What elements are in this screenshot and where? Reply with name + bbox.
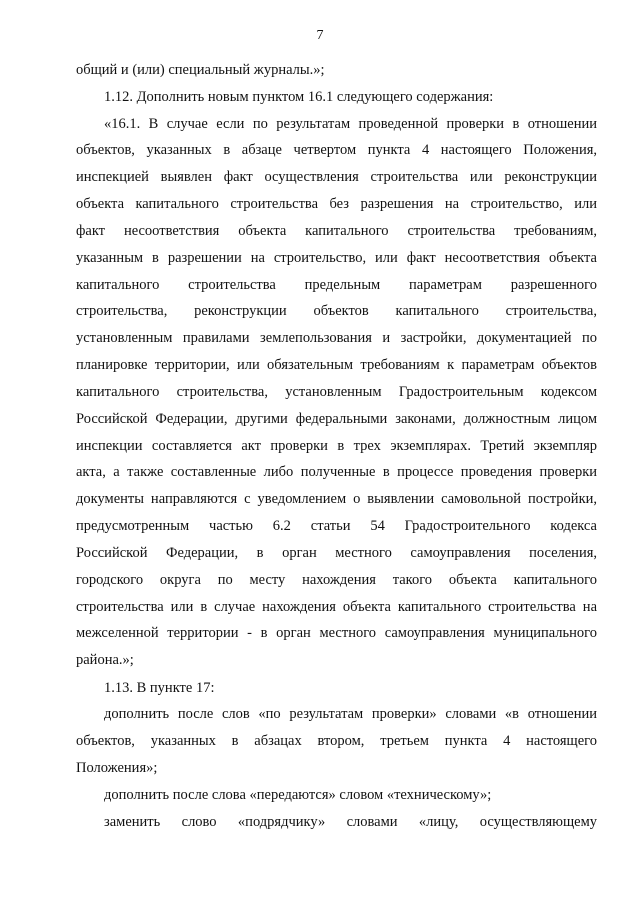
text-line: Положения»;: [76, 760, 158, 776]
text-line: дополнить после слова «передаются» словом «техническому»;: [104, 787, 492, 803]
text-line: объекта капитального строительства без разрешения на строительство, или: [76, 196, 597, 212]
text-line: «16.1. В случае если по результатам проведенной проверки в отношении: [104, 116, 597, 132]
text-line: строительства, реконструкции объектов капитального строительства,: [76, 303, 597, 319]
text-line: предусмотренным частью 6.2 статьи 54 Градостроительного кодекса: [76, 518, 597, 534]
paragraph-heading: 1.13. В пункте 17:: [104, 680, 215, 696]
text-line: акта, а также составленные либо полученные в процессе проведения проверки: [76, 464, 597, 480]
text-line: межселенной территории - в орган местного самоуправления муниципального: [76, 625, 597, 641]
text-line: инспекцией выявлен факт осуществления строительства или реконструкции: [76, 169, 597, 185]
text-line: планировке территории, или обязательным требованиям к параметрам объектов: [76, 357, 597, 373]
text-line: факт несоответствия объекта капитального строительства требованиям,: [76, 223, 597, 239]
text-line: установленным правилами землепользования и застройки, документацией по: [76, 330, 597, 346]
paragraph-heading: 1.12. Дополнить новым пунктом 16.1 следующего содержания:: [104, 89, 494, 105]
text-line: района.»;: [76, 652, 134, 668]
text-line: капитального строительства предельным параметрам разрешенного: [76, 277, 597, 293]
text-line: инспекции составляется акт проверки в трех экземплярах. Третий экземпляр: [76, 438, 597, 454]
text-line: городского округа по месту нахождения такого объекта капитального: [76, 572, 597, 588]
text-line: Российской Федерации, другими федеральными законами, должностным лицом: [76, 411, 597, 427]
text-line: объектов, указанных в абзаце четвертом пункта 4 настоящего Положения,: [76, 142, 597, 158]
text-line: указанным в разрешении на строительство, или факт несоответствия объекта: [76, 250, 597, 266]
text-line: объектов, указанных в абзацах втором, третьем пункта 4 настоящего: [76, 733, 597, 749]
text-line: строительства или в случае нахождения объекта капитального строительства на: [76, 599, 597, 615]
page-number: 7: [316, 28, 324, 43]
text-line: дополнить после слов «по результатам проверки» словами «в отношении: [104, 706, 597, 722]
text-line: заменить слово «подрядчику» словами «лицу, осуществляющему: [104, 814, 597, 830]
text-line: капитального строительства, установленным Градостроительным кодексом: [76, 384, 597, 400]
text-line: документы направляются с уведомлением о выявлении самовольной постройки,: [76, 491, 597, 507]
text-line: Российской Федерации, в орган местного самоуправления поселения,: [76, 545, 597, 561]
text-line: общий и (или) специальный журналы.»;: [76, 62, 325, 78]
